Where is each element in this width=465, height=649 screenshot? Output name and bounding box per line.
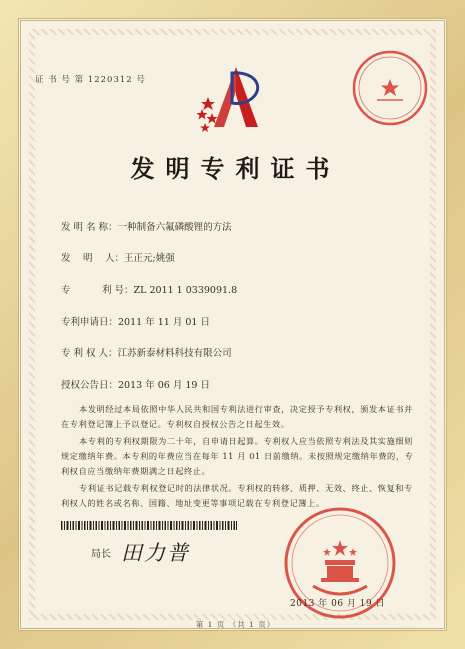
- field-application-date: [61, 314, 210, 328]
- certificate-content: [21, 21, 450, 634]
- field-value: 2013 年 06 月 19 日: [118, 380, 210, 391]
- top-seal-stamp: [351, 49, 429, 127]
- field-label: 专 利 权 人：: [61, 348, 118, 359]
- field-value: 一种制备六氟磷酸锂的方法: [117, 222, 232, 233]
- field-label: 专利申请日：: [61, 317, 119, 328]
- certificate-number: 证 书 号 第 1220312 号: [35, 75, 146, 85]
- paragraph-status: 专利证书记载专利权登记时的法律状况。专利权的转移、质押、无效、终止、恢复和专利权人的姓名或名称、国籍、地址变更等事项记载在专利登记簿上。: [61, 483, 413, 508]
- field-patent-number: [61, 282, 237, 296]
- page-number: 第 1 页 （共 1 页）: [195, 620, 276, 629]
- field-inventor: [61, 250, 175, 264]
- field-label: 专 利 号：: [61, 285, 134, 296]
- field-value: 2011 年 11 月 01 日: [118, 317, 210, 328]
- field-patentee: [61, 345, 232, 359]
- paragraph-term: 本专利的专利权期限为二十年，自申请日起算。专利权人应当依照专利法及其实施细则规定缴纳年费。本专利的年费应当在每年 11 月 01 日前缴纳。未按照规定缴纳年费的，专利权自应当缴纳年费期满之日起终止。: [61, 436, 414, 476]
- field-value: 江苏新泰材料科技有限公司: [117, 348, 232, 359]
- field-invention-name: [61, 219, 232, 233]
- field-grant-date: [61, 377, 210, 391]
- paragraph-grant: 本发明经过本局依照中华人民共和国专利法进行审查，决定授予专利权，颁发本证书并在专利登记簿上予以登记。专利权自授权公告之日起生效。: [61, 404, 413, 429]
- field-label: 发 明 人：: [61, 253, 125, 264]
- field-label: 授权公告日：: [61, 380, 119, 391]
- field-value: ZL 2011 1 0339091.8: [133, 285, 238, 296]
- certificate-sheet: [18, 18, 447, 631]
- director-label: 局长: [91, 549, 111, 560]
- director-signature: 田力普: [121, 541, 190, 565]
- field-label: 发 明 名 称：: [61, 222, 118, 233]
- certificate-title: 发明专利证书: [130, 154, 341, 183]
- patent-office-logo: [196, 61, 276, 139]
- issue-date: 2013 年 06 月 19 日: [290, 599, 386, 609]
- barcode-icon: [61, 521, 237, 530]
- field-value: 王正元;姚强: [124, 253, 175, 264]
